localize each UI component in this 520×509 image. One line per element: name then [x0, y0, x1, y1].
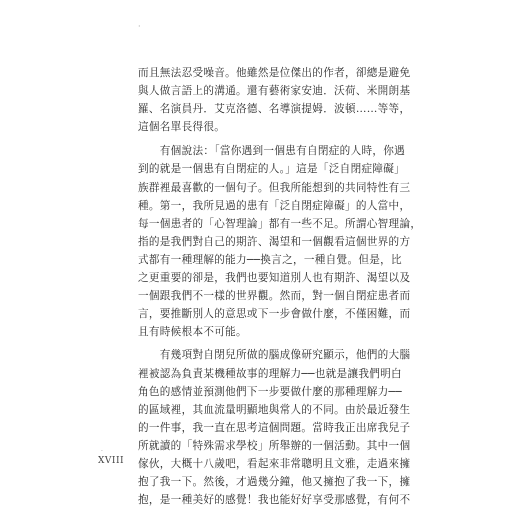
text-line: 到的就是一個患有自閉症的人。」這是「泛自閉症障礙」: [138, 163, 406, 176]
text-line: 這個名單長得很。: [138, 121, 226, 134]
text-line: 而且無法忍受噪音。他雖然是位傑出的作者，卻總是避免: [138, 67, 411, 79]
text-line: 的區域裡，其血流量明顯地與常人的不同。由於最近發生: [138, 403, 411, 416]
page-number-dot: ·: [101, 448, 103, 455]
text-line: 與人做言語上的溝通。還有藝術家安迪．沃荷、米開朗基: [138, 85, 411, 98]
text-line: 一個跟我們不一樣的世界觀。然而，對一個自閉症患者而: [138, 290, 411, 303]
text-line: 裡被認為負責某機種故事的理解力──也就是讓我們明白: [138, 367, 402, 380]
body-text: [138, 64, 422, 509]
text-line: 有個說法：「當你遇到一個患有自閉症的人時，你遇: [138, 145, 406, 158]
text-line: 抱了我一下。然後，才過幾分鐘，他又擁抱了我一下，擁: [138, 476, 411, 489]
text-line: 式都有一種理解的能力──換言之，一種自覺。但是，比: [138, 253, 402, 266]
paragraph-3: [138, 346, 411, 509]
text-line: 有幾項對自閉兒所做的腦成像研究顯示，他們的大腦: [138, 349, 411, 362]
top-mark: ·: [138, 22, 141, 31]
paragraph-1: [138, 64, 411, 136]
text-line: 所就讀的「特殊需求學校」所舉辦的一個活動。其中一個: [138, 439, 411, 452]
text-line: 每一個患者的「心智理論」都有一些不足。所謂心智理論，: [138, 217, 422, 230]
text-line: 種。第一，我所見過的患有「泛自閉症障礙」的人當中，: [138, 199, 411, 212]
text-line: 之更重要的卻是，我們也要知道別人也有期許、渴望以及: [138, 272, 411, 285]
text-line: 指的是我們對自己的期許、渴望和一個觀看這個世界的方: [138, 235, 411, 248]
text-line: 傢伙，大概十八歲吧，看起來非常聰明且文雅，走過來擁: [138, 457, 411, 470]
text-line: 角色的感情並預測他們下一步要做什麼的那種理解力──: [138, 385, 402, 398]
text-line: 抱，是一種美好的感覺！我也能好好享受那感覺，有何不: [138, 494, 411, 507]
paragraph-2: [138, 142, 422, 341]
text-line: 羅、名演員丹．艾克洛德、名導演提姆．波頓……等等，: [138, 103, 411, 116]
text-line: 且有時候根本不可能。: [138, 326, 247, 339]
text-line: 的一件事，我一直在思考這個問題。當時我正出席我兒子: [138, 421, 411, 434]
page-number: XVIII: [98, 456, 125, 466]
text-line: 言，要推斷別人的意思或下一步會做什麼，不僅困難，而: [138, 308, 411, 321]
text-line: 族群裡最喜歡的一個句子。但我所能想到的共同特性有三: [138, 181, 411, 194]
